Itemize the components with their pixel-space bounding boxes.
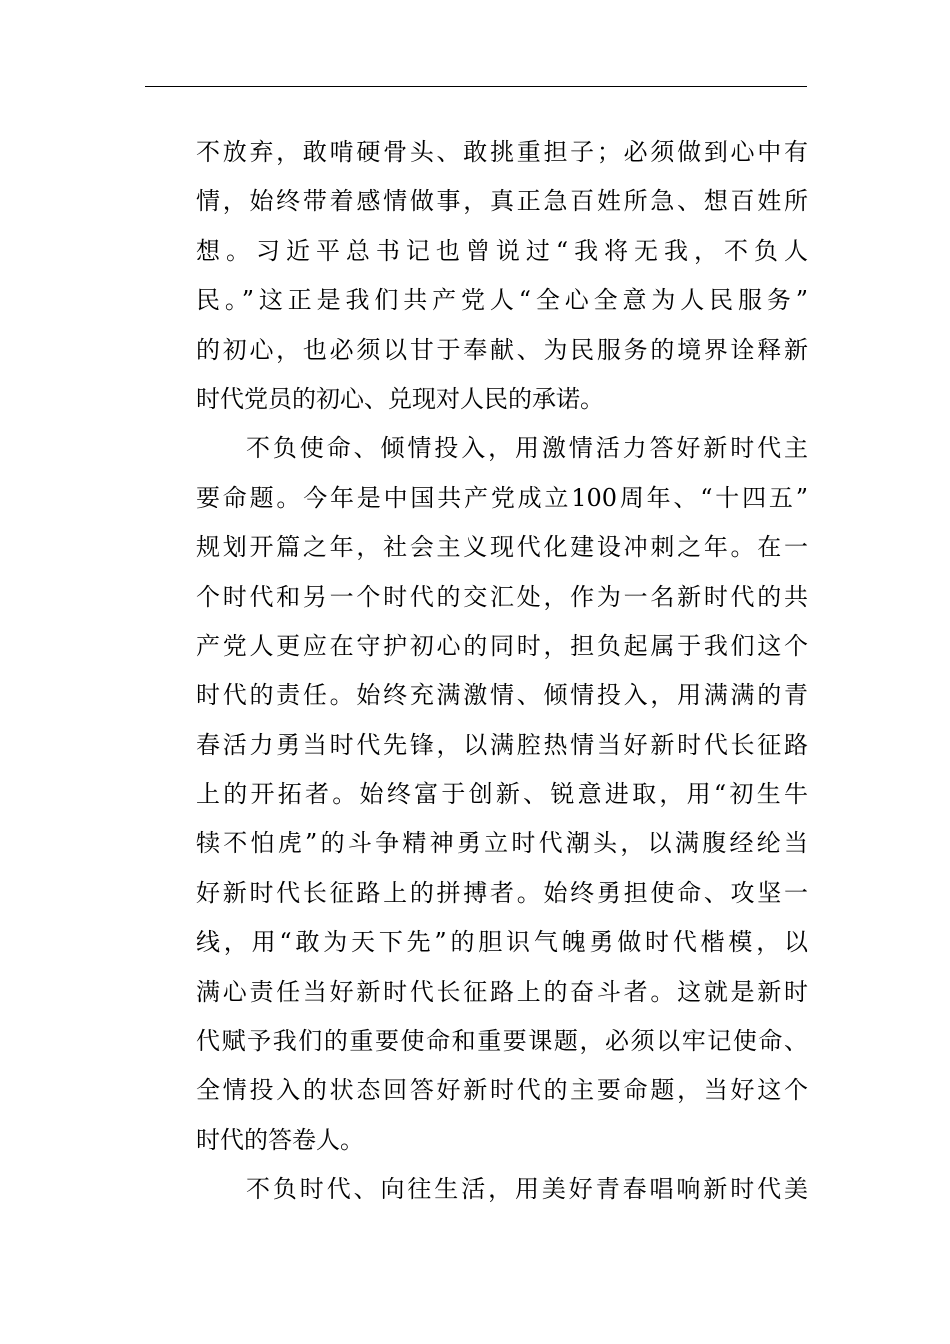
text-line: 情，始终带着感情做事，真正急百姓所急、想百姓所 bbox=[196, 187, 808, 216]
text-line: 要命题。今年是中国共产党成立100周年、“十四五” bbox=[196, 483, 808, 512]
text-line: 全情投入的状态回答好新时代的主要命题，当好这个 bbox=[196, 1076, 808, 1105]
text-line: 民。”这正是我们共产党人“全心全意为人民服务” bbox=[196, 286, 808, 315]
text-line: 不负使命、倾情投入，用激情活力答好新时代主 bbox=[246, 434, 808, 463]
body-text bbox=[196, 128, 808, 1215]
text-line: 的初心，也必须以甘于奉献、为民服务的境界诠释新 bbox=[196, 335, 808, 364]
text-line: 上的开拓者。始终富于创新、锐意进取，用“初生牛 bbox=[196, 780, 808, 809]
text-line: 时代的责任。始终充满激情、倾情投入，用满满的青 bbox=[196, 681, 808, 710]
text-line: 时代的答卷人。 bbox=[196, 1125, 364, 1154]
text-line: 产党人更应在守护初心的同时，担负起属于我们这个 bbox=[196, 631, 808, 660]
text-line: 线，用“敢为天下先”的胆识气魄勇做时代楷模，以 bbox=[196, 928, 808, 957]
text-line: 想。习近平总书记也曾说过“我将无我，不负人 bbox=[196, 236, 808, 265]
text-line: 好新时代长征路上的拼搏者。始终勇担使命、攻坚一 bbox=[196, 878, 808, 907]
text-line: 个时代和另一个时代的交汇处，作为一名新时代的共 bbox=[196, 582, 808, 611]
header-rule bbox=[145, 86, 807, 87]
text-line: 不放弃，敢啃硬骨头、敢挑重担子；必须做到心中有 bbox=[196, 138, 808, 166]
text-line: 不负时代、向往生活，用美好青春唱响新时代美 bbox=[246, 1175, 808, 1204]
text-line: 代赋予我们的重要使命和重要课题，必须以牢记使命、 bbox=[196, 1027, 808, 1056]
text-line: 时代党员的初心、兑现对人民的承诺。 bbox=[196, 384, 604, 413]
text-line: 犊不怕虎”的斗争精神勇立时代潮头，以满腹经纶当 bbox=[196, 829, 808, 858]
text-line: 春活力勇当时代先锋，以满腔热情当好新时代长征路 bbox=[196, 730, 808, 759]
text-line: 规划开篇之年，社会主义现代化建设冲刺之年。在一 bbox=[196, 533, 808, 562]
text-line: 满心责任当好新时代长征路上的奋斗者。这就是新时 bbox=[196, 977, 808, 1006]
